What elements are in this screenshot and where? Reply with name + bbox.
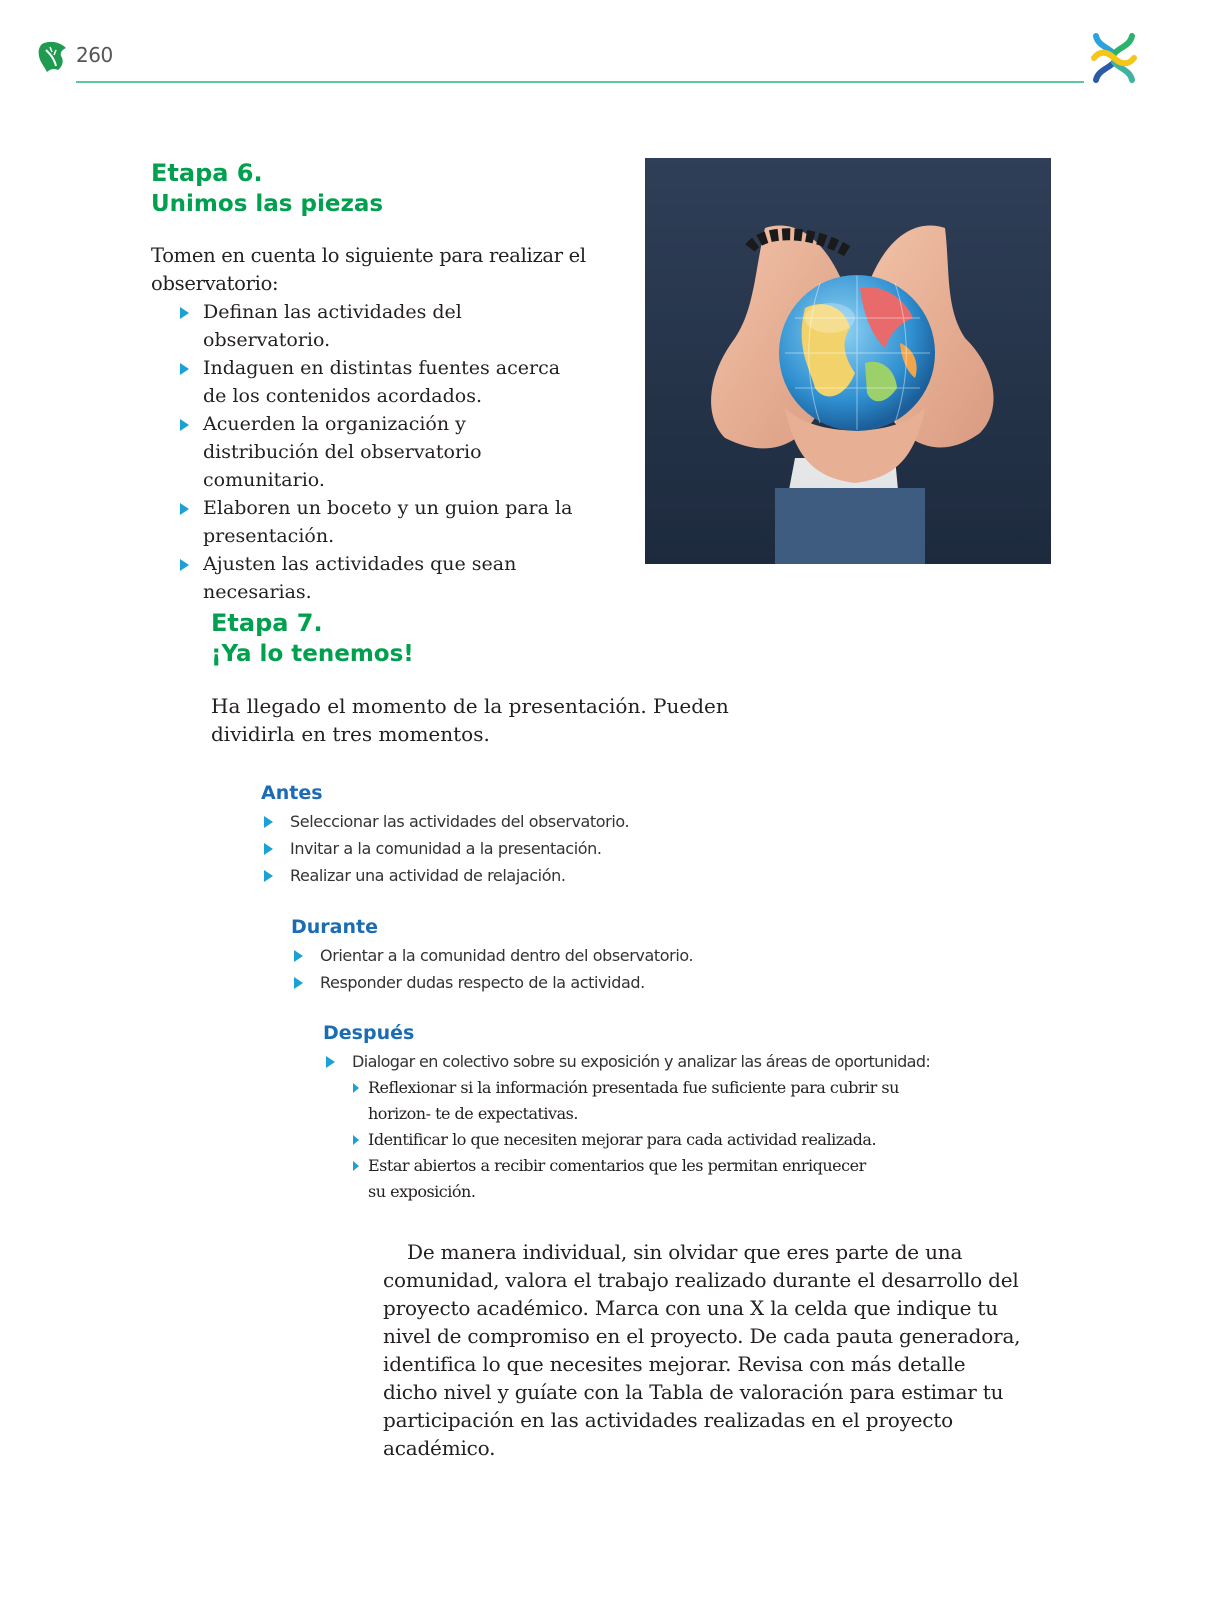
bullet-icon — [264, 816, 273, 828]
despues-section — [323, 1022, 963, 1205]
antes-list — [261, 808, 761, 889]
bullet-icon — [326, 1056, 335, 1068]
leaf-icon — [36, 38, 70, 74]
bullet-icon — [180, 363, 189, 375]
etapa6-intro: Tomen en cuenta lo siguiente para realizar el observatorio: — [151, 244, 586, 295]
list-item: Indaguen en distintas fuentes acerca de los contenidos acordados. — [177, 354, 577, 410]
etapa7-intro: Ha llegado el momento de la presentación. Pueden dividirla en tres momentos. — [211, 694, 729, 746]
antes-title: Antes — [261, 782, 323, 804]
list-item: Realizar una actividad de relajación. — [261, 862, 761, 889]
etapa6-subtitle: Unimos las piezas — [151, 191, 384, 217]
despues-sublist — [351, 1075, 941, 1205]
list-item: Ajusten las actividades que sean necesarias. — [177, 550, 577, 606]
etapa6-title: Etapa 6. — [151, 159, 263, 187]
etapa6-section — [151, 158, 611, 606]
bullet-icon — [294, 977, 303, 989]
durante-title: Durante — [291, 916, 378, 938]
closing-paragraph: De manera individual, sin olvidar que eres parte de una comunidad, valora el trabajo realizado durante el desarrollo del proyecto académico. Marca con una X la celda que indique tu nivel de compromiso en el proyecto. De cada pauta generadora, identifica lo que necesites mejorar. Revisa con más detalle dicho nivel y guíate con la Tabla de valoración para estimar tu participación en las actividades realizadas en el proyecto académico. — [383, 1240, 1021, 1460]
list-item: Dialogar en colectivo sobre su exposición y analizar las áreas de oportunidad: — [323, 1048, 963, 1075]
etapa7-section — [211, 608, 811, 748]
bullet-icon — [353, 1135, 359, 1145]
list-item: Responder dudas respecto de la actividad. — [291, 969, 791, 996]
durante-list — [291, 942, 791, 996]
bullet-icon — [353, 1161, 359, 1171]
bullet-icon — [264, 843, 273, 855]
bullet-icon — [294, 950, 303, 962]
bullet-icon — [180, 559, 189, 571]
etapa7-subtitle: ¡Ya lo tenemos! — [211, 641, 414, 667]
hands-globe-photo — [645, 158, 1051, 564]
etapa7-title: Etapa 7. — [211, 609, 323, 637]
page-number: 260 — [76, 43, 113, 67]
antes-section — [261, 782, 761, 889]
bullet-icon — [180, 307, 189, 319]
list-item: Orientar a la comunidad dentro del observatorio. — [291, 942, 791, 969]
list-item: Identificar lo que necesiten mejorar para cada actividad realizada. — [351, 1127, 941, 1153]
header-rule — [76, 81, 1084, 83]
despues-title: Después — [323, 1022, 415, 1044]
logo-icon — [1088, 32, 1140, 84]
bullet-icon — [180, 503, 189, 515]
bullet-icon — [180, 419, 189, 431]
etapa6-list — [177, 298, 577, 606]
bullet-icon — [264, 870, 273, 882]
list-item: Reflexionar si la información presentada fue suficiente para cubrir su horizon- te de expectativas. — [351, 1075, 941, 1127]
list-item: Invitar a la comunidad a la presentación. — [261, 835, 761, 862]
durante-section — [291, 916, 791, 996]
list-item: Seleccionar las actividades del observatorio. — [261, 808, 761, 835]
list-item: Definan las actividades del observatorio. — [177, 298, 577, 354]
list-item: Estar abiertos a recibir comentarios que les permitan enriquecer su exposición. — [351, 1153, 868, 1205]
bullet-icon — [353, 1083, 359, 1093]
list-item: Acuerden la organización y distribución del observatorio comunitario. — [177, 410, 577, 494]
despues-list — [323, 1048, 963, 1075]
list-item: Elaboren un boceto y un guion para la presentación. — [177, 494, 577, 550]
